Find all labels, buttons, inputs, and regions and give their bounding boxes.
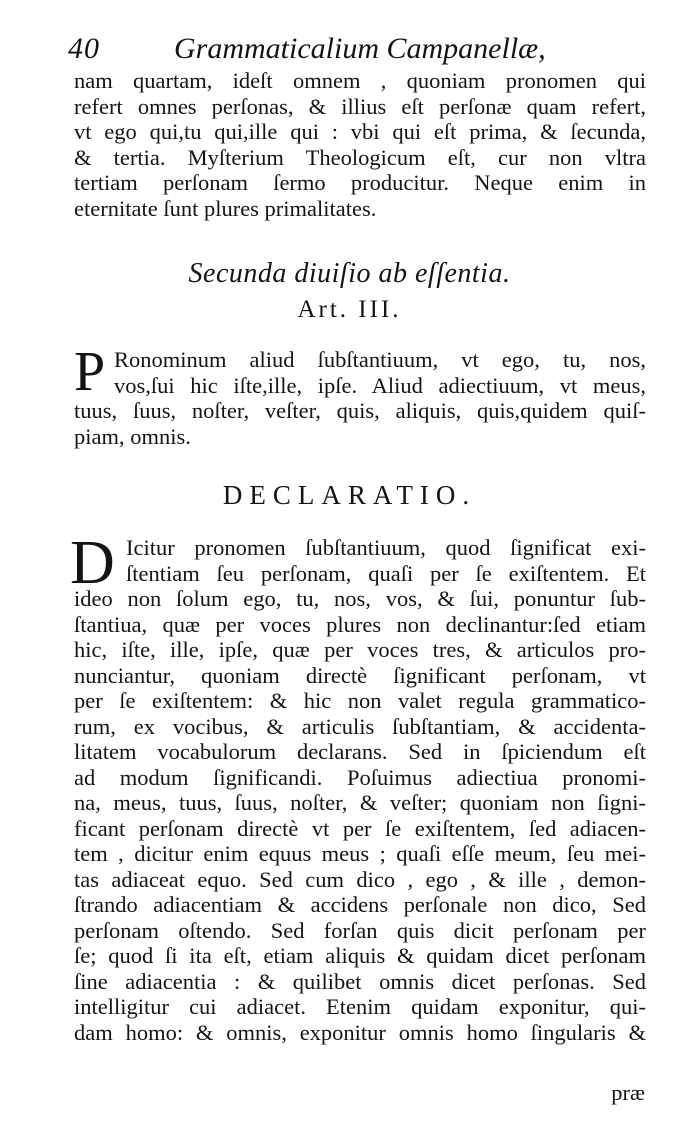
- text-line: Icitur pronomen ſubſtantiuum, quod ſignificat exi-: [126, 535, 646, 560]
- text-line: vos,ſui hic iſte,ille, ipſe. Aliud adiectiuum, vt meus,: [114, 372, 646, 398]
- section-subtitle: Secunda diuiſio ab eſſentia.: [188, 258, 511, 289]
- text-line: dam homo: & omnis, exponitur omnis homo ſingularis &: [74, 1019, 646, 1045]
- text-line: ſine adiacentia : & quilibet omnis dicet perſonas. Sed: [74, 968, 646, 994]
- text-line: ſtentiam ſeu perſonam, quaſi per ſe exiſtentem. Et: [126, 560, 646, 586]
- text-line: perſonam oſtendo. Sed forſan quis dicit perſonam per: [74, 917, 646, 943]
- drop-cap-p: P: [74, 341, 106, 403]
- paragraph-2: [74, 347, 646, 449]
- text-line: Ronominum aliud ſubſtantiuum, vt ego, tu, nos,: [114, 347, 646, 372]
- drop-cap-d: D: [70, 529, 115, 597]
- text-line: intelligitur cui adiacet. Etenim quidam exponitur, qui-: [74, 994, 646, 1019]
- text-line: per ſe exiſtentem: & hic non valet regula grammatico-: [74, 688, 646, 713]
- text-line: nam quartam, ideſt omnem , quoniam pronomen qui: [74, 68, 646, 93]
- text-line: ſtrando adiacentiam & accidens perſonale non dico, Sed: [74, 892, 646, 917]
- text-line: ficant perſonam directè vt per ſe exiſtentem, ſed adiacen-: [74, 815, 646, 841]
- text-line: tertiam perſonam ſermo producitur. Neque enim in: [74, 170, 646, 195]
- text-line: tas adiaceat equo. Sed cum dico , ego , & ille , demon-: [74, 866, 646, 892]
- catchword: præ: [611, 1080, 645, 1105]
- text-line: eternitate ſunt plures primalitates.: [74, 195, 377, 221]
- text-line: & tertia. Myſterium Theologicum eſt, cur non vltra: [74, 144, 646, 170]
- text-line: ſtantiua, quæ per voces plures non declinantur:ſed etiam: [74, 611, 646, 637]
- text-line: piam, omnis.: [74, 423, 191, 449]
- text-line: rum, ex vocibus, & articulis ſubſtantiam, & accidenta-: [74, 713, 646, 739]
- text-line: tem , dicitur enim equus meus ; quaſi eſſe meum, ſeu mei-: [74, 841, 646, 866]
- text-line: refert omnes perſonas, & illius eſt perſonæ quam refert,: [74, 93, 646, 119]
- text-line: nunciantur, quoniam directè ſignificant perſonam, vt: [74, 662, 646, 688]
- article-heading: Art. III.: [297, 296, 402, 323]
- text-line: ad modum ſignificandi. Poſuimus adiectiua pronomi-: [74, 764, 646, 790]
- running-title: Grammaticalium Campanellæ,: [174, 32, 546, 65]
- text-line: hic, iſte, ille, ipſe, quæ per voces tres, & articulos pro-: [74, 637, 646, 662]
- text-line: litatem vocabulorum declarans. Sed in ſpiciendum eſt: [74, 739, 646, 764]
- text-line: na, meus, tuus, ſuus, noſter, & veſter; quoniam non ſigni-: [74, 790, 646, 815]
- declaratio-heading: DECLARATIO.: [222, 480, 477, 510]
- text-line: vt ego qui,tu qui,ille qui : vbi qui eſt prima, & ſecunda,: [74, 119, 646, 144]
- text-line: ideo non ſolum ego, tu, nos, vos, & ſui, ponuntur ſub-: [74, 586, 646, 611]
- paragraph-1: [74, 68, 646, 221]
- text-line: ſe; quod ſi ita eſt, etiam aliquis & quidam dicet perſonam: [74, 943, 646, 968]
- paragraph-3: [74, 535, 646, 1045]
- text-line: tuus, ſuus, noſter, veſter, quis, aliquis, quis,quidem quiſ-: [74, 398, 646, 423]
- page-number: 40: [68, 32, 100, 65]
